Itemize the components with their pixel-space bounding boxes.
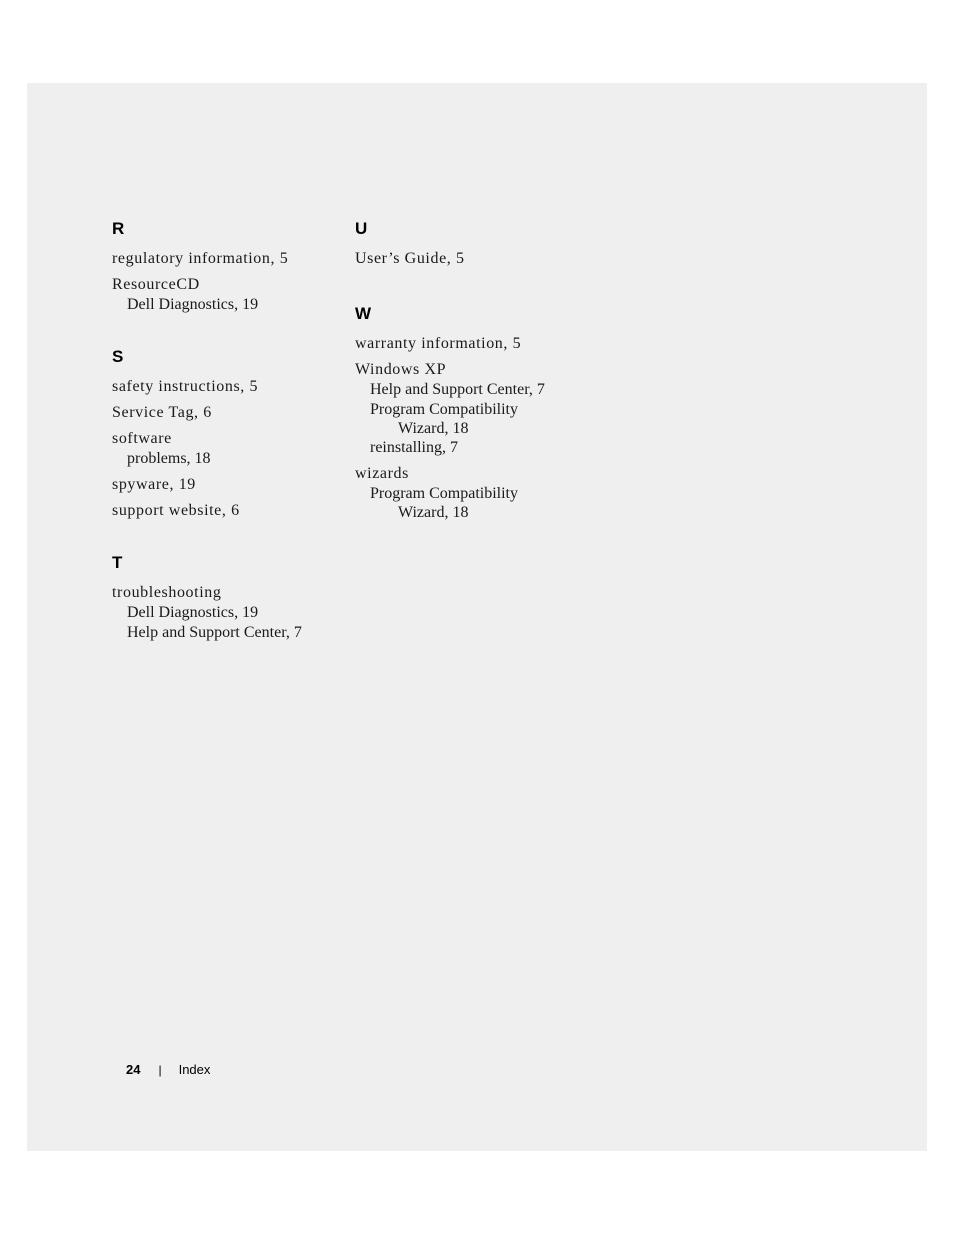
index-entry: regulatory information, 5: [112, 250, 289, 267]
index-subentry: Help and Support Center, 7: [370, 381, 545, 398]
index-entry: wizards: [355, 465, 409, 482]
index-section-t: [112, 553, 342, 643]
index-subentry-continuation: Wizard, 18: [398, 504, 469, 521]
section-letter: W: [355, 304, 372, 323]
index-entry: software: [112, 430, 172, 447]
footer-section-name: Index: [178, 1062, 211, 1077]
index-section-s: [112, 347, 342, 521]
section-letter: S: [112, 347, 124, 366]
index-section-u: [355, 219, 585, 269]
index-subentry: reinstalling, 7: [370, 439, 458, 456]
page-number: 24: [126, 1062, 141, 1077]
section-letter: U: [355, 219, 368, 238]
index-entry: troubleshooting: [112, 584, 222, 601]
footer-separator: |: [158, 1062, 162, 1077]
index-subentry: Help and Support Center, 7: [127, 624, 302, 641]
index-page: [27, 83, 927, 1151]
index-column-left: [112, 219, 342, 643]
index-entry: User’s Guide, 5: [355, 250, 465, 267]
index-section-w: [355, 304, 585, 522]
index-entry: ResourceCD: [112, 276, 200, 293]
index-entry: safety instructions, 5: [112, 378, 259, 395]
section-letter: R: [112, 219, 125, 238]
page-footer: [126, 1062, 210, 1077]
index-entry: support website, 6: [112, 502, 240, 519]
index-subentry: Dell Diagnostics, 19: [127, 296, 259, 313]
index-subentry: Program Compatibility: [370, 485, 518, 502]
section-letter: T: [112, 553, 123, 572]
index-section-r: [112, 219, 342, 315]
index-subentry: Program Compatibility: [370, 401, 518, 418]
index-entry: Windows XP: [355, 361, 447, 378]
index-entry: warranty information, 5: [355, 335, 522, 352]
index-subentry-continuation: Wizard, 18: [398, 420, 469, 437]
index-entry: Service Tag, 6: [112, 404, 212, 421]
index-column-right: [355, 219, 585, 522]
index-entry: spyware, 19: [112, 476, 196, 493]
index-subentry: problems, 18: [127, 450, 211, 467]
index-subentry: Dell Diagnostics, 19: [127, 604, 259, 621]
